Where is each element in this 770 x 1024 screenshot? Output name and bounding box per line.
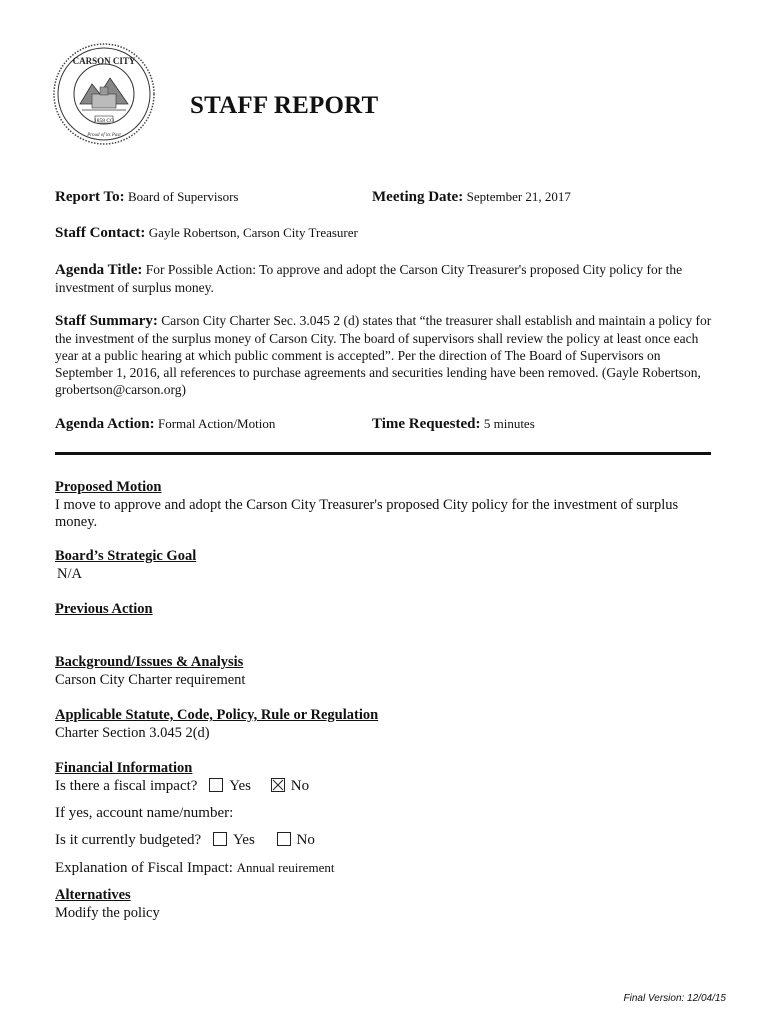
agenda-title-label: Agenda Title: — [55, 262, 143, 278]
staff-summary-value: Carson City Charter Sec. 3.045 2 (d) states that “the treasurer shall establish and maintain a policy for the investment of the surplus money of Carson City. The board of supervisors shall review the policy at least once each year at a public hearing at which public comment is accepted”. Per the direction of The Board of Supervisors on September 1, 2016, all references to purchase agreements and securities lending have been removed. (Gayle Robertson, grobertson@carson.org) — [55, 313, 712, 397]
budgeted-yes-label: Yes — [232, 832, 255, 848]
budgeted-question: Is it currently budgeted? — [55, 832, 202, 848]
time-requested-label: Time Requested: — [372, 416, 481, 432]
explanation-label: Explanation of Fiscal Impact: — [55, 860, 233, 876]
meeting-date-label: Meeting Date: — [372, 189, 464, 205]
staff-summary-label: Staff Summary: — [55, 313, 158, 329]
budgeted-row — [55, 832, 315, 849]
staff-contact-value: Gayle Robertson, Carson City Treasurer — [148, 225, 358, 240]
agenda-action-value: Formal Action/Motion — [157, 416, 276, 431]
explanation-value: Annual reuirement — [236, 860, 335, 875]
page-title: STAFF REPORT — [190, 92, 379, 119]
carson-city-seal — [52, 42, 156, 146]
svg-text:Proud of its Past: Proud of its Past — [87, 133, 121, 138]
proposed-motion-text: I move to approve and adopt the Carson City Treasurer's proposed City policy for the investment of surplus money. — [55, 497, 679, 530]
budgeted-yes-checkbox[interactable] — [213, 832, 227, 846]
agenda-title-row — [55, 261, 717, 296]
budgeted-no-label: No — [296, 832, 315, 848]
alternatives-text: Modify the policy — [55, 905, 160, 921]
report-to-label: Report To: — [55, 189, 125, 205]
report-to-row — [55, 188, 238, 206]
fiscal-impact-row — [55, 778, 309, 795]
agenda-action-row — [55, 415, 275, 433]
strategic-goal-heading: Board’s Strategic Goal — [55, 548, 197, 564]
previous-action-heading: Previous Action — [55, 601, 153, 617]
meeting-date-value: September 21, 2017 — [466, 189, 571, 204]
section-divider — [55, 452, 711, 455]
fiscal-no-label: No — [290, 778, 310, 794]
report-to-value: Board of Supervisors — [127, 189, 239, 204]
svg-text:1858 CO: 1858 CO — [93, 118, 115, 124]
staff-contact-label: Staff Contact: — [55, 225, 146, 241]
footer-version: Final Version: 12/04/15 — [623, 993, 726, 1004]
agenda-title-value: For Possible Action: To approve and adopt the Carson City Treasurer's proposed City policy for the investment of surplus money. — [55, 262, 683, 295]
fiscal-impact-question: Is there a fiscal impact? — [55, 778, 198, 794]
financial-heading: Financial Information — [55, 760, 193, 776]
time-requested-value: 5 minutes — [483, 416, 535, 431]
staff-contact-row — [55, 224, 358, 242]
fiscal-no-checkbox[interactable] — [271, 778, 285, 792]
explanation-row — [55, 860, 334, 877]
background-text: Carson City Charter requirement — [55, 672, 246, 688]
meeting-date-row — [372, 188, 571, 206]
statute-heading: Applicable Statute, Code, Policy, Rule or Regulation — [55, 707, 379, 723]
time-requested-row — [372, 415, 535, 433]
strategic-goal-text: N/A — [57, 566, 82, 582]
proposed-motion-heading: Proposed Motion — [55, 479, 162, 495]
agenda-action-label: Agenda Action: — [55, 416, 155, 432]
checked-x-icon — [272, 779, 284, 791]
svg-text:CARSON CITY: CARSON CITY — [72, 56, 136, 66]
alternatives-heading: Alternatives — [55, 887, 131, 903]
background-heading: Background/Issues & Analysis — [55, 654, 244, 670]
budgeted-no-checkbox[interactable] — [277, 832, 291, 846]
fiscal-yes-checkbox[interactable] — [209, 778, 223, 792]
staff-summary-row — [55, 312, 717, 398]
account-label: If yes, account name/number: — [55, 805, 234, 821]
statute-text: Charter Section 3.045 2(d) — [55, 725, 210, 741]
fiscal-yes-label: Yes — [229, 778, 252, 794]
